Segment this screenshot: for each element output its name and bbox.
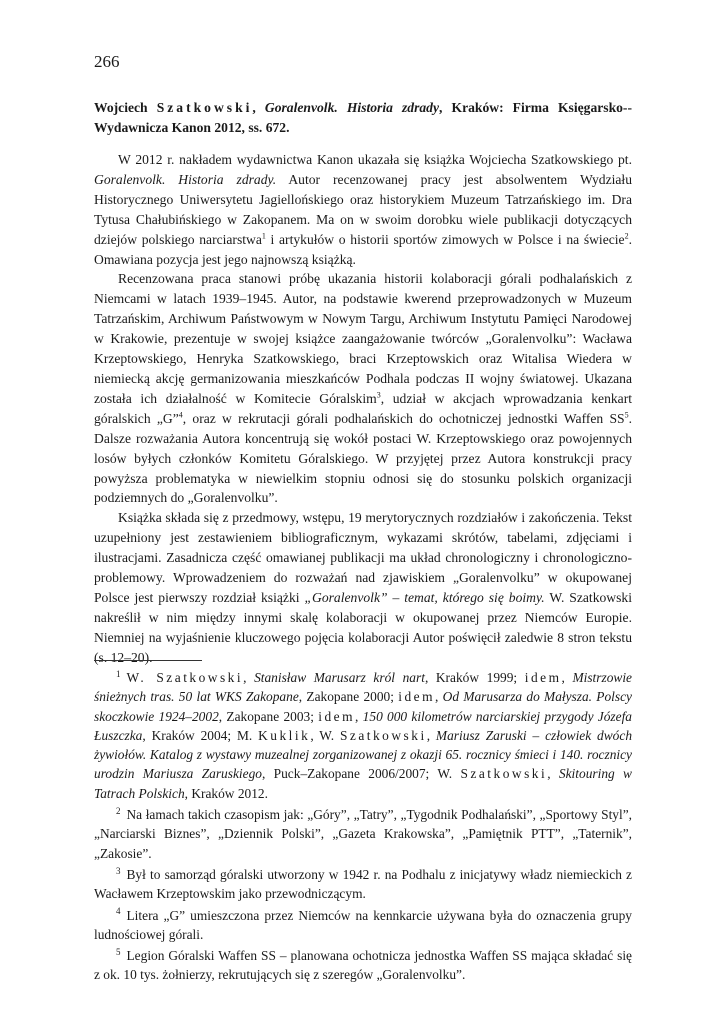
page-number: 266 bbox=[94, 52, 120, 71]
fn1-title-3: Od Marusarza do Małysza. Polscy skoczkowie 1924–2002 bbox=[94, 689, 632, 724]
fn1-pub-1: , Kraków 1999; bbox=[424, 670, 525, 685]
fn1-author-3: Szatkowski bbox=[339, 727, 427, 743]
book-title: Goralenvolk. Historia zdrady bbox=[264, 100, 440, 115]
footnote-3-number: 3 bbox=[116, 865, 121, 876]
p2-text-b: , udział w akcjach wprowadzania kenkart góralskich „G” bbox=[94, 390, 633, 426]
footnote-divider bbox=[94, 660, 202, 661]
footnote-ref-4: 4 bbox=[178, 410, 183, 420]
fn1-idem-3: idem bbox=[318, 708, 356, 724]
footnote-ref-3: 3 bbox=[376, 390, 381, 400]
p1-text-d: . Omawiana pozycja jest jego najnowszą książką. bbox=[94, 231, 632, 267]
footnote-ref-1: 1 bbox=[261, 231, 266, 241]
fn1-title-2: Mistrzowie śnieżnych tras. 50 lat WKS Zakopane bbox=[94, 670, 632, 705]
publication-info: , Kraków: Firma Księgarsko--Wydawnicza Kanon 2012, ss. 672. bbox=[94, 100, 632, 135]
fn1-pub-6: , Puck–Zakopane 2006/2007; W. bbox=[261, 766, 461, 782]
footnote-2 bbox=[94, 805, 632, 863]
p3-text-a: Książka składa się z przedmowy, wstępu, 19 merytorycznych rozdziałów i zakończenia. Tekst uzupełniony jest zestawieniem bibliograficznym, wykazami skrótów, tabelami, zdjęciami i ilustracjami. Zasadnicza część omawianej publikacji ma układ chronologiczny i chronologiczno-problemowy. Wprowadzeniem do rozważań nad zjawiskiem „Goralenvolku” w okupowanej Polsce jest pierwszy rozdział książki bbox=[94, 510, 632, 605]
footnote-5-text: Legion Góralski Waffen SS – planowana ochotnicza jednostka Waffen SS mająca składać się z ok. 10 tys. żołnierzy, rekrutujących się z szeregów „Goralenvolku”. bbox=[94, 948, 632, 983]
footnote-ref-5: 5 bbox=[624, 410, 629, 420]
p2-text-a: Recenzowana praca stanowi próbę ukazania historii kolaboracji górali podhalańskich z Niemcami w latach 1939–1945. Autor, na podstawie kwerend przeprowadzonych w Muzeum Tatrzańskim, Archiwum Państwowym w Nowym Targu, Archiwum Instytutu Pamięci Narodowej w Krakowie, prezentuje w swojej książce zaangażowanie twórców „Goralenvolku”: Wacława Krzeptowskiego, Henryka Szatkowskiego, braci Krzeptowskich oraz Witalisa Wiedera w niemiecką akcję germanizowania mieszkańców Podhala podczas II wojny światowej. Ukazana została ich działalność w Komitecie Góralskim bbox=[94, 271, 632, 406]
p3-text-b: W. Szatkowski nakreślił w nim między innymi skalę kolaboracji w okupowanej przez Niemców Europie. Niemniej na wyjaśnienie kluczowego pojęcia kolaboracji Autor poświęcił zaledwie 8 stron tekstu (s. 12–20). bbox=[94, 589, 632, 665]
footnote-4 bbox=[94, 906, 632, 945]
footnote-2-number: 2 bbox=[116, 805, 121, 816]
fn1-idem-2: idem bbox=[398, 689, 436, 705]
footnote-3 bbox=[94, 865, 632, 904]
review-body bbox=[94, 150, 632, 668]
fn1-title-5: Mariusz Zaruski – człowiek dwóch żywiołów. Katalog z wystawy muzealnej zorganizowanej z okazji 65. rocznicy śmieci i 140. rocznicy urodzin Mariusza Zaruskiego bbox=[94, 727, 633, 782]
p1-text-c: i artykułów o historii sportów zimowych w Polsce i na świecie bbox=[265, 231, 625, 247]
p1-text-b: Autor recenzowanej pracy jest absolwentem Wydziału Historycznego Uniwersytetu Jagiellońskiego oraz historykiem Muzeum Tatrzańskiego im. Dra Tytusa Chałubińskiego w Zakopanem. Ma on w swoim dorobku wiele publikacji dotyczących dziejów polskiego narciarstwa bbox=[94, 171, 633, 247]
footnote-1-number: 1 bbox=[116, 668, 121, 679]
footnote-1: $^1$ W. Szatkowski, Stanisław Marusarz król nart, Kraków 1999; idem, Mistrzowie śnieżnych tras. 50 lat WKS Zakopane, Zakopane 2000; idem, Od Marusarza do Małysza. Polscy skoczkowie 1924–2002, Zakopane 2003; idem, 150 000 kilometrów narciarskiej przygody Józefa Łuszczka, Kraków 2004; M. Kuklik, W. Szatkowski, Mariusz Zaruski – człowiek dwóch żywiołów. Katalog z wystawy muzealnej zorganizowanej z okazji 65. rocznicy śmieci i 140. rocznicy urodzin Mariusza Zaruskiego, Puck–Zakopane 2006/2007; W. Szatkowski, Skitouring w Tatrach Polskich, Kraków 2012. bbox=[94, 668, 633, 801]
fn1-author: W. Szatkowski bbox=[126, 670, 244, 685]
p1-book-title: Goralenvolk. Historia zdrady. bbox=[94, 171, 277, 187]
footnote-ref-2: 2 bbox=[624, 231, 629, 241]
header-separator: , bbox=[252, 100, 256, 115]
footnotes bbox=[94, 668, 632, 987]
footnote-3-text: Był to samorząd góralski utworzony w 1942 r. na Podhalu z inicjatywy władz niemieckich z Wacławem Krzeptowskim jako przewodniczącym. bbox=[94, 866, 632, 902]
fn1-title-4: 150 000 kilometrów narciarskiej przygody Józefa Łuszczka bbox=[94, 708, 632, 743]
fn1-pub-2: , Zakopane 2000; bbox=[298, 689, 399, 705]
paragraph-2 bbox=[94, 269, 632, 508]
footnote-5 bbox=[94, 946, 632, 985]
fn1-author-2: Kuklik bbox=[258, 727, 311, 743]
fn1-author-4: Szatkowski bbox=[460, 766, 548, 782]
author-last-name: Szatkowski bbox=[156, 100, 253, 115]
fn1-pub-7: , Kraków 2012. bbox=[184, 785, 268, 801]
footnote-4-text: Litera „G” umieszczona przez Niemców na kennkarcie używana była do oznaczenia grupy ludnościowej górali. bbox=[94, 907, 632, 942]
paragraph-1 bbox=[94, 150, 632, 269]
fn1-pub-5: , W. bbox=[310, 727, 340, 743]
paragraph-3 bbox=[94, 508, 632, 667]
fn1-pub-3: , Zakopane 2003; bbox=[218, 708, 319, 724]
p2-text-c: , oraz w rekrutacji górali podhalańskich do ochotniczej jednostki Waffen SS bbox=[182, 410, 625, 426]
review-header bbox=[94, 98, 632, 138]
fn1-pub-4: , Kraków 2004; M. bbox=[142, 727, 259, 743]
fn1-title-1: Stanisław Marusarz król nart bbox=[254, 670, 425, 685]
footnote-5-number: 5 bbox=[116, 946, 121, 957]
p3-chapter-title: „Goralenvolk” – temat, którego się boimy. bbox=[304, 589, 545, 605]
footnote-4-number: 4 bbox=[116, 906, 121, 917]
author-first-name: Wojciech bbox=[94, 100, 148, 115]
footnote-2-text: Na łamach takich czasopism jak: „Góry”, „Tatry”, „Tygodnik Podhalański”, „Sportowy Styl”, „Narciarski Biznes”, „Dziennik Polski”, „Gazeta Krakowska”, „Pamiętnik PTT”, „Taternik”, „Zakosie”. bbox=[94, 807, 632, 861]
p2-text-d: . Dalsze rozważania Autora koncentrują się wokół postaci W. Krzeptowskiego oraz powojennych losów byłych członków Komitetu Góralskiego. W przyjętej przez Autora konstrukcji pracy powyższa problematyka w niewielkim stopniu odnosi się do stosunku polskich organizacji podziemnych do „Goralenvolku”. bbox=[94, 410, 632, 506]
fn1-title-6: Skitouring w Tatrach Polskich bbox=[94, 766, 632, 801]
fn1-idem-1: idem bbox=[524, 670, 562, 685]
p1-text-a: W 2012 r. nakładem wydawnictwa Kanon ukazała się książka Wojciecha Szatkowskiego pt. bbox=[118, 152, 632, 167]
